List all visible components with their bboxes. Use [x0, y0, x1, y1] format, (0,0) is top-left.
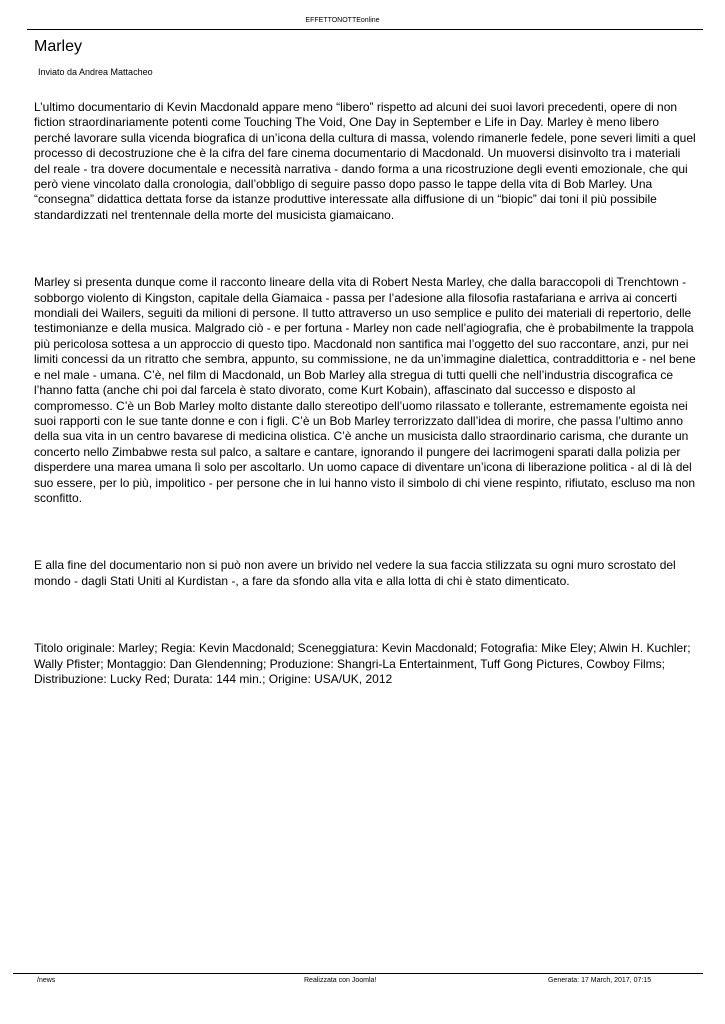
header-divider: [27, 29, 703, 30]
article-paragraph: L’ultimo documentario di Kevin Macdonald appare meno “libero” rispetto ad alcuni dei suoi lavori precedenti, opere di non fiction straordinariamente potenti come Touching The Void, One Day in September e Life in Day. Marley è meno libero perché lavorare sulla vicenda biografica di un’icona della cultura di massa, volendo rimanerle fedele, pone severi limiti a quel processo di decostruzione che è la cifra del fare cinema documentario di Macdonald. Un muoversi disinvolto tra i materiali del reale - tra dovere documentale e necessità narrativa - dando forma a una ricostruzione degli eventi emozionale, che qui però viene vincolato dalla cronologia, dall’obbligo di seguire passo dopo passo le tappe della vita di Bob Marley. Una “consegna” didattica dettata forse da istanze produttive interessate alla diffusione di un “biopic” dai toni il più possibile standardizzati nel trentennale della morte del musicista giamaicano.: [34, 100, 696, 222]
article-body: [34, 100, 696, 739]
article-credits: Titolo originale: Marley; Regia: Kevin Macdonald; Sceneggiatura: Kevin Macdonald; Fotografia: Mike Eley; Alwin H. Kuchler; Wally Pfister; Montaggio: Dan Glendenning; Produzione: Shangri-La Entertainment, Tuff Gong Pictures, Cowboy Films; Distribuzione: Lucky Red; Durata: 144 min.; Origine: USA/UK, 2012: [34, 641, 691, 686]
footer-divider: [13, 973, 703, 974]
article-paragraph: Marley si presenta dunque come il racconto lineare della vita di Robert Nesta Marley, che dalla baraccopoli di Trenchtown - sobborgo violento di Kingston, capitale della Giamaica - passa per l’adesione alla filosofia rastafariana e arriva ai concerti mondiali dei Wailers, seguiti da milioni di persone. Il tutto attraverso un uso semplice e pulito dei materiali di repertorio, delle testimonianze e della musica. Malgrado ciò - e per fortuna - Marley non cade nell’agiografia, che è probabilmente la trappola più pericolosa sottesa a un approccio di questo tipo. Macdonald non santifica mai l’oggetto del suo raccontare, anzi, pur nei limiti concessi da un ritratto che sembra, appunto, su commissione, ne da un’immagine dialettica, contraddittoria e - nel bene e nel male - umana. C’è, nel film di Macdonald, un Bob Marley alla stregua di tutti quelli che nell’industria discografica ce l’hanno fatta (anche chi poi dal farcela è stato divorato, come Kurt Kobain), affascinato dal successo e disposto al compromesso. C’è un Bob Marley molto distante dallo stereotipo dell’uomo rilassato e tollerante, estremamente egoista nei suoi rapporti con le sue tante donne e con i figli. C’è un Bob Marley terrorizzato dall’idea di morire, che passa l’ultimo anno della sua vita in un centro bavarese di medicina olistica. C’è anche un musicista dallo straordinario carisma, che durante un concerto nello Zimbabwe resta sul palco, a saltare e cantare, ignorando il pungere dei lacrimogeni sparati dalla polizia per disperdere una marea umana lì solo per ascoltarlo. Un uomo capace di diventare un’icona di liberazione politica - al di là del suo essere, per lo più, impolitico - per persone che in lui hanno visto il simbolo di chi viene respinto, rifiutato, escluso ma non sconfitto.: [34, 275, 696, 505]
site-name: EFFETTONOTTEonline: [305, 17, 380, 24]
article-paragraph: E alla fine del documentario non si può non avere un brivido nel vedere la sua faccia stilizzata su ogni muro scrostato del mondo - dagli Stati Uniti al Kurdistan -, a fare da sfondo alla vita e alla lotta di chi è stato dimenticato.: [34, 558, 676, 588]
footer-powered-by: Realizzata con Joomla!: [304, 977, 377, 984]
article-byline: Inviato da Andrea Mattacheo: [38, 67, 153, 77]
footer-generated: Generata: 17 March, 2017, 07:15: [548, 977, 652, 984]
article-title: Marley: [34, 38, 83, 55]
footer-path: /news: [37, 977, 56, 984]
